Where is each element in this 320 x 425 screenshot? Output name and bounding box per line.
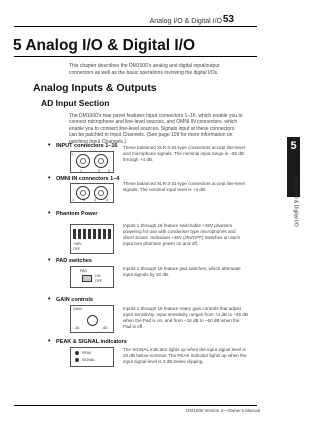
item-desc-phantom-power: Inputs 1 through 16 feature switchable +48V phantom powering for use with condenser type microphones and direct boxes. Individual +48V (ON/OFF) switches on each input turn phantom power on and off. xyxy=(123,223,241,247)
item-label-pad-switches: • PAD switches xyxy=(56,258,92,264)
figure-label: 3 xyxy=(94,198,96,202)
chapter-intro: This chapter describes the DM1000's analog and digital input/output connectors as well as the basic operations involving the digital I/Os. xyxy=(69,63,220,76)
chapter-tab-number: 5 xyxy=(290,140,297,152)
xlr-connector-icon xyxy=(76,154,90,168)
pad-switch-icon xyxy=(82,275,92,282)
figure-label: PEAK xyxy=(82,351,92,355)
section-heading: Analog Inputs & Outputs xyxy=(33,82,157,94)
figure-label: -16 xyxy=(74,326,80,330)
item-label-peak-signal: • PEAK & SIGNAL indicators xyxy=(56,339,127,345)
input-connectors-figure xyxy=(70,151,115,175)
item-desc-pad-switches: Inputs 1 through 16 feature pad switches, which attenuate input signals by 20 dB. xyxy=(123,266,241,278)
indicator-panel xyxy=(70,347,114,367)
item-label-gain-controls: • GAIN controls xyxy=(56,297,93,303)
subsection-heading: AD Input Section xyxy=(41,98,110,108)
figure-label: 3 xyxy=(108,168,110,173)
figure-label: 4 xyxy=(106,198,108,202)
chapter-title: 5 Analog I/O & Digital I/O xyxy=(13,37,195,54)
phantom-power-figure xyxy=(70,224,116,256)
figure-label: 2 xyxy=(83,198,85,202)
footer-rule xyxy=(14,405,257,406)
figure-label: 2 xyxy=(98,168,100,173)
item-desc-omni-in: These balanced XLR-3-31-type connectors accept line-level signals. The nominal input level is +4 dB. xyxy=(123,181,245,193)
switch-panel xyxy=(70,266,114,288)
side-tab-text: Analog I/O & Digital I/O xyxy=(293,175,299,227)
section-paragraph: The DM1000's rear panel features Input connectors 1–16, which enable you to connect microphone and line-level sources, and OMNI IN connectors, which enable you to connect line-level sources. Signals input at these connectors can be patched to Input Channels. (See page 109 for more information on patching Input Channels.) xyxy=(69,113,243,145)
item-label-omni-in: • OMNI IN connectors 1–4 xyxy=(56,176,119,182)
figure-label: ON xyxy=(95,274,101,278)
figure-label: GAIN xyxy=(73,307,82,311)
figure-label: +48V xyxy=(73,242,82,246)
running-title: Analog I/O & Digital I/O xyxy=(149,18,222,25)
figure-label: 1 xyxy=(71,152,73,156)
gain-knob-icon xyxy=(87,315,98,326)
item-desc-peak-signal: The SIGNAL indicator lights up when the input signal level is 20 dB below nominal. The PEAK indicator lights up when the input signal level is 3 dB below clipping. xyxy=(123,347,247,365)
figure-label: OFF xyxy=(95,279,103,283)
gain-control-figure xyxy=(70,305,116,335)
figure-label: OFF xyxy=(73,247,81,251)
signal-led-icon xyxy=(75,358,79,362)
footer-text: DM1000 Version 2—Owner's Manual xyxy=(186,408,260,413)
figure-label: SIGNAL xyxy=(82,358,96,362)
peak-led-icon xyxy=(75,351,79,355)
figure-label: 1 xyxy=(80,168,82,173)
xlr-connector-icon xyxy=(94,154,108,168)
switch-row xyxy=(73,229,111,239)
pad-switch-figure xyxy=(70,266,116,290)
item-label-input-connectors: • INPUT connectors 1–16 xyxy=(56,143,117,149)
title-rule xyxy=(14,56,257,57)
item-label-phantom-power: • Phantom Power xyxy=(56,211,98,217)
peak-signal-figure xyxy=(70,347,116,369)
page-number: 53 xyxy=(222,14,234,25)
item-desc-gain-controls: Inputs 1 through 16 feature rotary gain controls that adjust input sensitivity. Input sensitivity ranges from +4 dB to –46 dB when the Pad is on, and from –16 dB to –60 dB when the Pad is off. xyxy=(123,306,248,330)
figure-label: 1 xyxy=(72,198,74,202)
figure-label: PAD xyxy=(80,269,88,273)
header-rule xyxy=(14,26,257,27)
omni-in-figure xyxy=(70,183,115,205)
item-desc-input-connectors: These balanced XLR-3-31-type connectors accept line-level and microphone signals. The nominal input range is –60 dB through +4 dB. xyxy=(123,145,245,163)
figure-label: -60 xyxy=(102,326,108,330)
